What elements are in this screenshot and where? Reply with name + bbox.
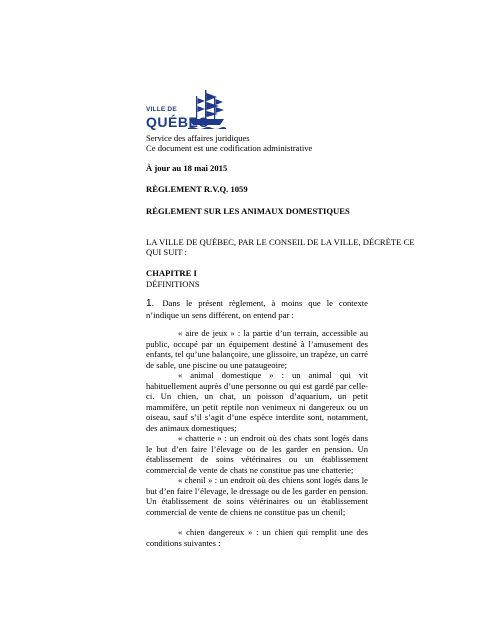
article-1 xyxy=(146,298,368,320)
chapter-title: DÉFINITIONS xyxy=(146,279,200,289)
definition-chien-dangereux: « chien dangereux » : un chien qui remplit une des conditions suivantes : xyxy=(146,527,368,548)
article-number: 1. xyxy=(146,298,155,309)
preamble-line-1: LA VILLE DE QUÉBEC, PAR LE CONSEIL DE LA VILLE, DÉCRÈTE CE xyxy=(146,237,415,247)
regulation-number: RÈGLEMENT R.V.Q. 1059 xyxy=(146,184,248,194)
definition-chatterie: « chatterie » : un endroit où des chats sont logés dans le but d’en faire l’élevage ou de les garder en pension. Un établissement de soins vétérinaires ou un établissement commercial de vente de chats ne constitue pas une chatterie; xyxy=(146,433,368,475)
definition-animal-domestique: « animal domestique » : un animal qui vit habituellement auprès d’une personne ou qui est gardé par celle-ci. Un chien, un chat, un poisson d’aquarium, un petit mammifère, un petit reptile non venimeux ni dangereux ou un oiseau, sauf s’il s’agit d’une espèce interdite sont, notamment, des animaux domestiques; xyxy=(146,370,368,433)
quebec-city-logo xyxy=(146,88,234,132)
codification-note: Ce document est une codification administrative xyxy=(146,143,313,153)
service-name: Service des affaires juridiques xyxy=(146,133,250,143)
logo-text-quebec: QUÉBEC xyxy=(146,114,209,130)
update-date: À jour au 18 mai 2015 xyxy=(146,163,228,173)
chapter-number: CHAPITRE I xyxy=(146,268,197,278)
definition-aire-de-jeux: « aire de jeux » : la partie d’un terrain, accessible au public, occupé par un équipement destiné à l’amusement des enfants, tel qu’une balançoire, une glissoire, un trapèze, un carré de sable, une piscine ou une pataugeoire; xyxy=(146,328,368,370)
article-text: Dans le présent règlement, à moins que le contexte n’indique un sens différent, on entend par : xyxy=(146,298,368,320)
regulation-title: RÈGLEMENT SUR LES ANIMAUX DOMESTIQUES xyxy=(146,206,350,216)
definition-chenil: « chenil » : un endroit où des chiens sont logés dans le but d’en faire l’élevage, le dressage ou de les garder en pension. Un établissement de soins vétérinaires ou un établissement commercial de vente de chiens ne constitue pas un chenil; xyxy=(146,475,368,517)
preamble-line-2: QUI SUIT : xyxy=(146,247,187,257)
logo-text-ville-de: VILLE DE xyxy=(146,106,177,113)
